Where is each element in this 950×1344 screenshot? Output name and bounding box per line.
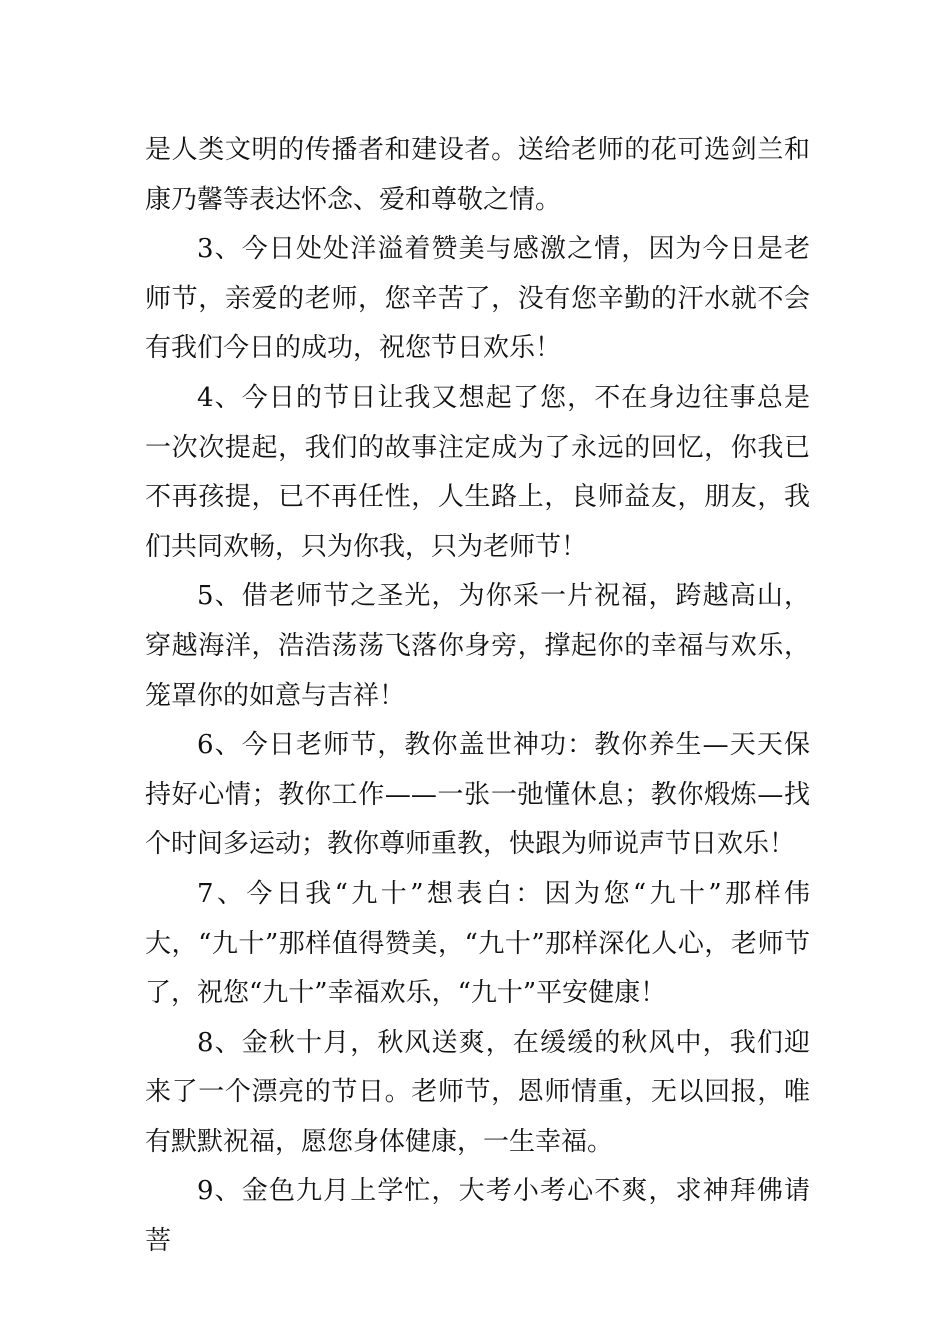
paragraph-item-3: 3、今日处处洋溢着赞美与感激之情，因为今日是老师节，亲爱的老师，您辛苦了，没有您辛勤的汗水就不会有我们今日的成功，祝您节日欢乐！	[145, 234, 810, 364]
paragraph-item-9: 9、金色九月上学忙，大考小考心不爽，求神拜佛请菩	[145, 1176, 810, 1257]
paragraph-item-4: 4、今日的节日让我又想起了您，不在身边往事总是一次次提起，我们的故事注定成为了永远的回忆，你我已不再孩提，已不再任性，人生路上，良师益友，朋友，我们共同欢畅，只为你我，只为老师节！	[145, 382, 810, 562]
paragraph-continuation: 是人类文明的传播者和建设者。送给老师的花可选剑兰和康乃馨等表达怀念、爱和尊敬之情。	[145, 135, 810, 215]
document-body	[145, 126, 810, 1267]
paragraph-item-8: 8、金秋十月，秋风送爽，在缓缓的秋风中，我们迎来了一个漂亮的节日。老师节，恩师情重，无以回报，唯有默默祝福，愿您身体健康，一生幸福。	[145, 1027, 810, 1157]
paragraph-item-5: 5、借老师节之圣光，为你采一片祝福，跨越高山，穿越海洋，浩浩荡荡飞落你身旁，撑起你的幸福与欢乐，笼罩你的如意与吉祥！	[145, 581, 810, 711]
paragraph-item-7: 7、今日我“九十”想表白：因为您“九十”那样伟大，“九十”那样值得赞美，“九十”那样深化人心，老师节了，祝您“九十”幸福欢乐，“九十”平安健康！	[145, 878, 810, 1009]
paragraph-item-6: 6、今日老师节，教你盖世神功：教你养生—天天保持好心情；教你工作——一张一弛懂休息；教你煅炼—找个时间多运动；教你尊师重教，快跟为师说声节日欢乐！	[145, 730, 810, 860]
